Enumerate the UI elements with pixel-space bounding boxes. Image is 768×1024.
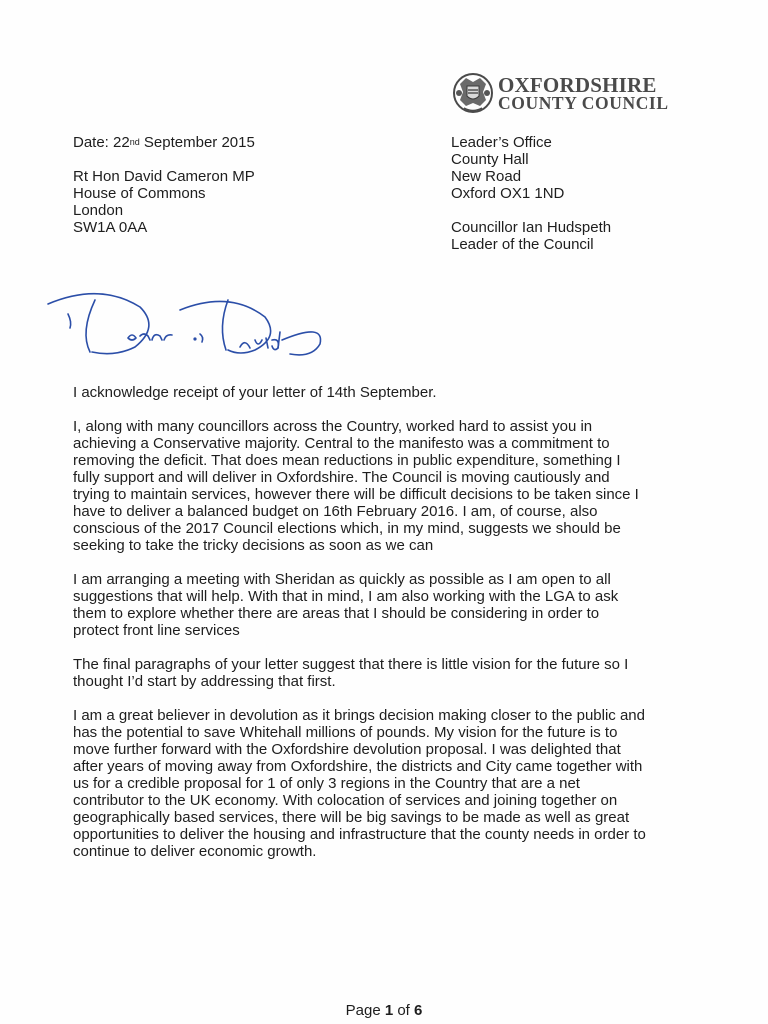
body-line: opportunities to deliver the housing and infrastructure that the county needs in order to [73,826,646,843]
sender-address-line: Leader’s Office [451,134,552,151]
sender-signoff-title: Leader of the Council [451,236,594,253]
logo-title-line2: COUNTY COUNCIL [498,93,669,113]
body-line: I am a great believer in devolution as it brings decision making closer to the public and [73,707,645,724]
body-line: have to deliver a balanced budget on 16th February 2016. I am, of course, also [73,503,598,520]
page-number-prefix: Page [345,1002,385,1019]
body-line: I am arranging a meeting with Sheridan as quickly as possible as I am open to all [73,571,611,588]
page-number-total: 6 [414,1002,423,1019]
sender-address [451,134,611,253]
body-line: seeking to take the tricky decisions as soon as we can [73,537,434,554]
body-line: after years of moving away from Oxfordshire, the districts and City came together with [73,758,643,775]
recipient-address [73,168,255,236]
body-line: I, along with many councillors across the Country, worked hard to assist you in [73,418,593,435]
body-line: them to explore whether there are areas that I should be considering in order to [73,605,600,622]
body-line: has the potential to save Whitehall millions of pounds. My vision for the future is to [73,724,618,741]
body-paragraph [73,418,713,554]
council-crest-icon [450,72,496,114]
body-line: trying to maintain services, however there will be difficult decisions to be taken since I [73,486,639,503]
body-paragraph [73,656,713,690]
sender-signoff-name: Councillor Ian Hudspeth [451,219,612,236]
body-paragraph [73,707,713,860]
sender-address-line: Oxford OX1 1ND [451,185,565,202]
body-line: us for a credible proposal for 1 of only 3 regions in the Country that are a net [73,775,580,792]
recipient-line: Rt Hon David Cameron MP [73,168,255,185]
council-logo [450,70,680,116]
body-line: protect front line services [73,622,240,639]
date-suffix: September 2015 [139,134,255,151]
body-line: I acknowledge receipt of your letter of 14th September. [73,384,437,401]
body-line: contributor to the UK economy. With colocation of services and joining together on [73,792,618,809]
sender-address-line: County Hall [451,151,529,168]
recipient-line: SW1A 0AA [73,219,148,236]
body-line: move further forward with the Oxfordshire devolution proposal. I was delighted that [73,741,621,758]
recipient-line: London [73,202,124,219]
body-line: fully support and will deliver in Oxfordshire. The Council is moving cautiously and [73,469,610,486]
body-line: suggestions that will help. With that in mind, I am also working with the LGA to ask [73,588,619,605]
body-line: achieving a Conservative majority. Central to the manifesto was a commitment to [73,435,610,452]
page-number-current: 1 [384,1002,394,1019]
body-line: The final paragraphs of your letter suggest that there is little vision for the future so I [73,656,629,673]
body-line: conscious of the 2017 Council elections which, in my mind, suggests we should be [73,520,621,537]
date-prefix: Date: 22 [73,134,130,151]
body-paragraph [73,384,713,401]
page-number-middle: of [393,1002,415,1019]
date-superscript: nd [129,137,140,147]
page-number [0,1002,768,1019]
body-line: continue to deliver economic growth. [73,843,317,860]
recipient-line: House of Commons [73,185,206,202]
letter-date [73,134,255,151]
body-paragraph [73,571,713,639]
handwritten-salutation [40,282,340,367]
body-line: geographically based services, there will be big savings to be made as well as great [73,809,630,826]
body-line: removing the deficit. That does mean reductions in public expenditure, something I [73,452,621,469]
sender-address-line: New Road [451,168,522,185]
letter-body [73,384,713,877]
logo-title-line1: OXFORDSHIRE [498,73,657,97]
body-line: thought I’d start by addressing that first. [73,673,336,690]
